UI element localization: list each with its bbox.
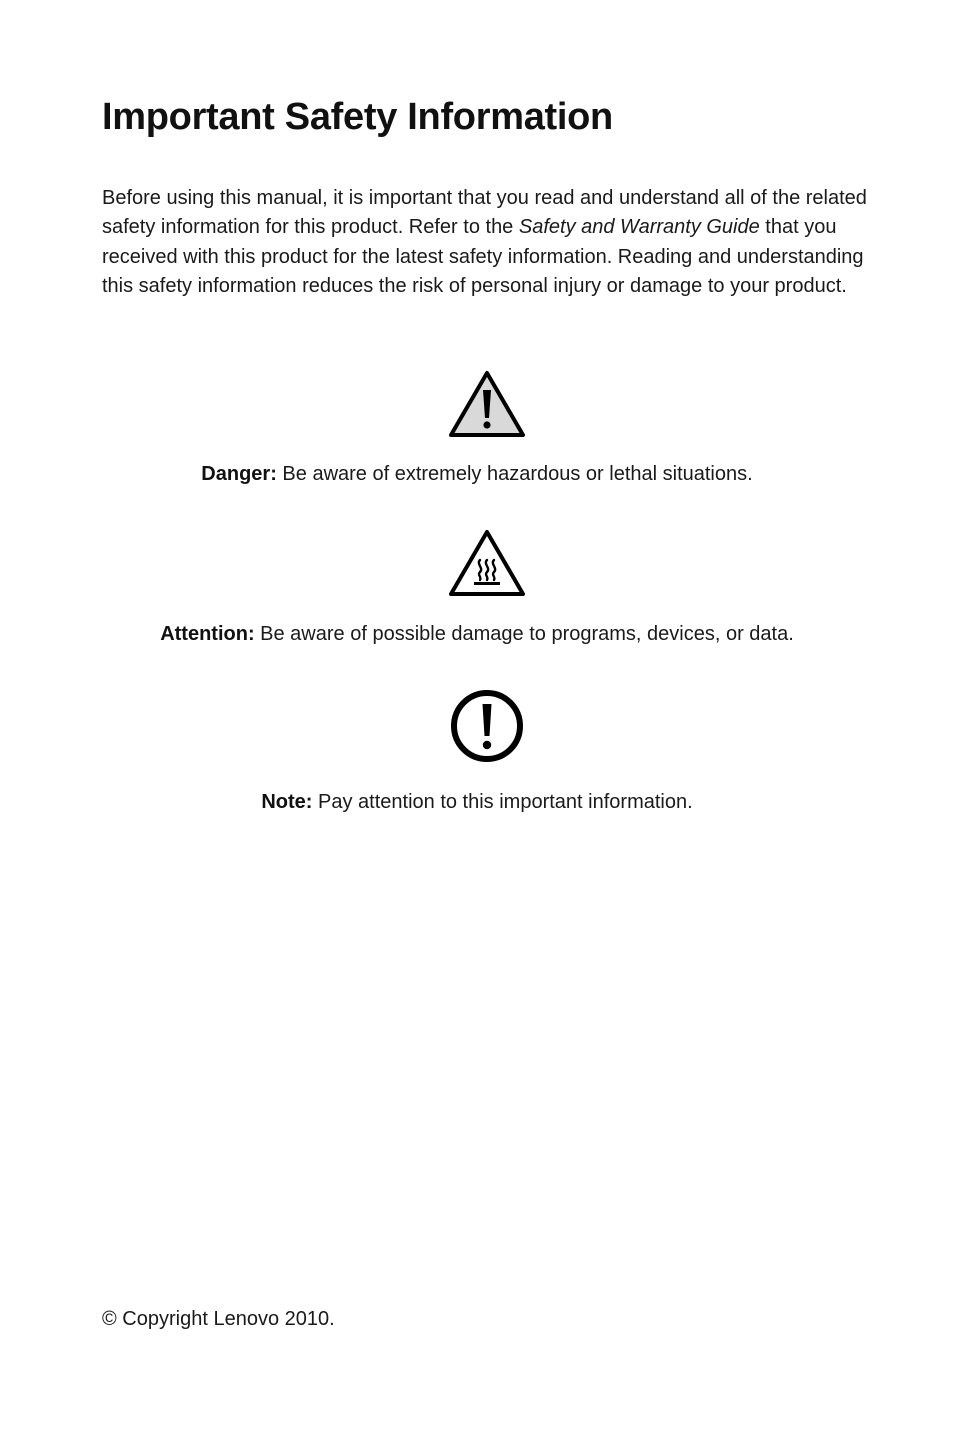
danger-notice <box>0 461 954 487</box>
attention-text: Be aware of possible damage to programs, devices, or data. <box>254 623 794 645</box>
note-text: Pay attention to this important information. <box>312 791 693 813</box>
danger-warning-triangle-icon <box>447 368 527 448</box>
attention-label: Attention: <box>160 623 255 645</box>
danger-label: Danger: <box>201 463 277 485</box>
note-label: Note: <box>261 791 313 813</box>
note-notice <box>0 789 954 815</box>
copyright-notice: © Copyright Lenovo 2010. <box>102 1308 335 1330</box>
intro-paragraph <box>102 184 874 302</box>
attention-notice <box>0 621 954 647</box>
intro-text-part2: that you received with this product for the latest safety information. Reading and understanding this safety information reduces the risk of personal injury or damage to your product. <box>102 216 864 298</box>
note-exclamation-circle-icon <box>447 686 527 766</box>
intro-text-part1: Before using this manual, it is important that you read and understand all of the related safety information for this product. Refer to the <box>102 187 867 239</box>
page-title: Important Safety Information <box>102 96 613 138</box>
danger-text: Be aware of extremely hazardous or lethal situations. <box>276 463 753 485</box>
guide-name: Safety and Warranty Guide <box>518 216 760 239</box>
hot-surface-triangle-icon <box>447 527 527 607</box>
